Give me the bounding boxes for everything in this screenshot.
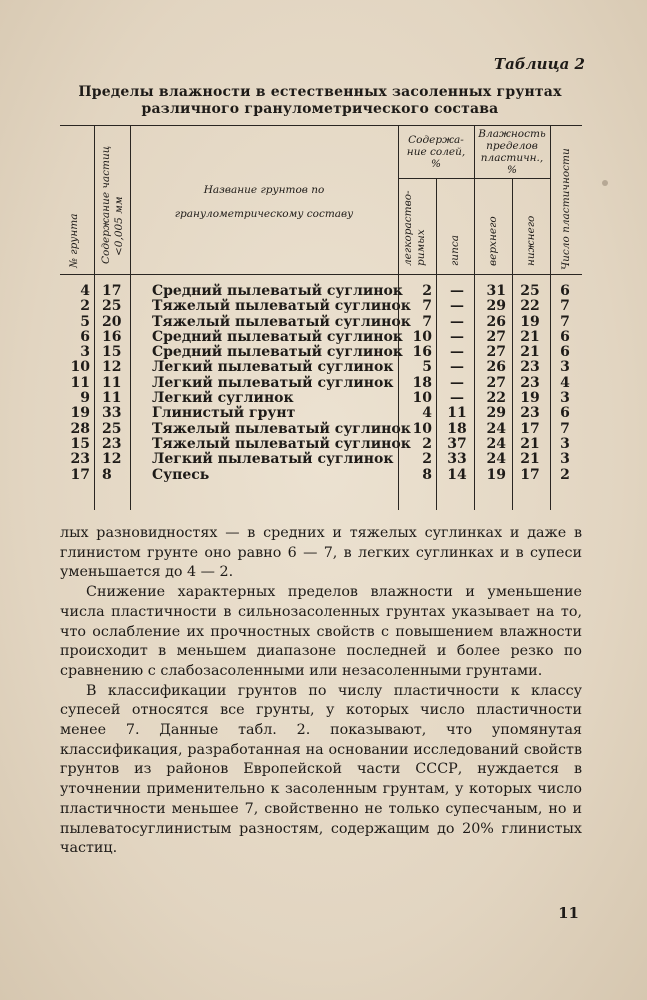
header-moisture-line-4: % <box>507 164 517 176</box>
cell-soil-name: Средний пылеватый суглинок <box>152 344 403 361</box>
cell-upper-limit: 26 <box>486 359 506 376</box>
cell-gypsum: — <box>450 298 464 315</box>
cell-particle-content: 11 <box>102 374 122 391</box>
cell-gypsum: 33 <box>447 451 467 468</box>
cell-soil-name: Тяжелый пылеватый суглинок <box>152 313 411 330</box>
cell-plasticity-index: 6 <box>560 344 570 361</box>
cell-soluble-salts: 5 <box>422 359 432 376</box>
cell-soil-number: 11 <box>70 374 90 391</box>
header-moisture-upper: верхнего <box>487 216 499 266</box>
cell-soil-number: 10 <box>70 359 90 376</box>
cell-upper-limit: 22 <box>486 390 506 407</box>
cell-plasticity-index: 2 <box>560 466 570 483</box>
cell-upper-limit: 24 <box>486 451 506 468</box>
data-table <box>60 125 582 510</box>
header-plasticity: Число пластичности <box>560 148 572 270</box>
col-divider <box>550 126 551 274</box>
header-salts-line-1: Содержа- <box>408 134 464 146</box>
header-moisture-line-2: пределов <box>486 140 538 152</box>
cell-soluble-salts: 10 <box>412 420 432 437</box>
cell-soluble-salts: 2 <box>422 283 432 299</box>
cell-upper-limit: 27 <box>486 374 506 391</box>
table-row <box>60 452 582 467</box>
cell-plasticity-index: 6 <box>560 328 570 345</box>
cell-gypsum: 14 <box>447 466 467 483</box>
cell-particle-content: 23 <box>102 435 122 452</box>
cell-plasticity-index: 7 <box>560 420 570 437</box>
cell-soil-number: 6 <box>80 328 90 345</box>
cell-gypsum: 37 <box>447 435 467 452</box>
cell-upper-limit: 24 <box>486 420 506 437</box>
cell-upper-limit: 26 <box>486 313 506 330</box>
cell-soil-number: 19 <box>70 405 90 422</box>
header-salts-line-2: ние солей, <box>406 146 466 158</box>
cell-particle-content: 20 <box>102 313 122 330</box>
col-divider <box>436 178 437 274</box>
cell-gypsum: 18 <box>447 420 467 437</box>
cell-upper-limit: 31 <box>486 283 506 299</box>
table-row <box>60 299 582 314</box>
cell-gypsum: — <box>450 328 464 345</box>
cell-soil-name: Легкий суглинок <box>152 390 294 407</box>
header-soil-number: № грунта <box>68 213 80 268</box>
table-row <box>60 468 582 483</box>
table-row <box>60 376 582 391</box>
cell-lower-limit: 21 <box>520 328 540 345</box>
paragraph-3: В классификации грунтов по числу пластичности к классу супесей относятся все грунты, у которых число пластичности менее 7. Данные табл. 2. показывают, что упомянутая классификация, разработанная на основании исследований свойств грунтов из районов Европейской части СССР, нуждается в уточнении применительно к засоленным грунтам, у которых число пластичности меньшее 7, свойственно не только супесчаным, но и пылеватосуглинистым разностям, содержащим до 20% глинистых частиц. <box>60 682 582 857</box>
cell-lower-limit: 21 <box>520 435 540 452</box>
subheader-rule <box>398 178 474 179</box>
header-salts-easy-line-2: римых <box>415 229 427 266</box>
cell-plasticity-index: 3 <box>560 451 570 468</box>
cell-upper-limit: 29 <box>486 405 506 422</box>
page-number: 11 <box>558 904 579 922</box>
cell-plasticity-index: 3 <box>560 390 570 407</box>
cell-soil-number: 15 <box>70 435 90 452</box>
cell-soil-name: Легкий пылеватый суглинок <box>152 374 394 391</box>
cell-soluble-salts: 10 <box>412 390 432 407</box>
cell-lower-limit: 23 <box>520 359 540 376</box>
cell-soil-number: 28 <box>70 420 90 437</box>
header-name-line-1: Название грунтов по <box>203 184 325 196</box>
table-row <box>60 330 582 345</box>
cell-particle-content: 12 <box>102 451 122 468</box>
cell-soil-name: Супесь <box>152 466 210 483</box>
cell-lower-limit: 17 <box>520 466 540 483</box>
table-row <box>60 391 582 406</box>
cell-upper-limit: 24 <box>486 435 506 452</box>
cell-plasticity-index: 6 <box>560 283 570 299</box>
header-salts-gypsum: гипса <box>449 235 461 266</box>
cell-gypsum: — <box>450 359 464 376</box>
table-row <box>60 360 582 375</box>
cell-particle-content: 25 <box>102 420 122 437</box>
paragraph-2: Снижение характерных пределов влажности и уменьшение числа пластичности в сильнозасоленных грунтах указывает на то, что ослабление их прочностных свойств с повышением влажности происходит в меньшем диапазоне последней и более резко по сравнению с слабозасоленными или незасоленными грунтами. <box>60 584 582 679</box>
cell-gypsum: — <box>450 283 464 299</box>
cell-soil-number: 17 <box>70 466 90 483</box>
table-row <box>60 437 582 452</box>
header-moisture-line-1: Влажность <box>478 128 546 140</box>
cell-soil-number: 23 <box>70 451 90 468</box>
cell-particle-content: 16 <box>102 328 122 345</box>
header-name-line-2: гранулометрическому составу <box>174 208 354 220</box>
cell-soil-number: 4 <box>80 283 90 299</box>
cell-lower-limit: 22 <box>520 298 540 315</box>
cell-soil-name: Тяжелый пылеватый суглинок <box>152 298 411 315</box>
cell-lower-limit: 23 <box>520 374 540 391</box>
cell-soluble-salts: 2 <box>422 435 432 452</box>
cell-particle-content: 33 <box>102 405 122 422</box>
cell-lower-limit: 17 <box>520 420 540 437</box>
cell-gypsum: — <box>450 374 464 391</box>
cell-soluble-salts: 16 <box>412 344 432 361</box>
cell-upper-limit: 19 <box>486 466 506 483</box>
table-row <box>60 315 582 330</box>
cell-gypsum: — <box>450 313 464 330</box>
cell-plasticity-index: 7 <box>560 298 570 315</box>
cell-particle-content: 25 <box>102 298 122 315</box>
cell-soil-number: 9 <box>80 390 90 407</box>
table-row <box>60 406 582 421</box>
cell-gypsum: — <box>450 390 464 407</box>
cell-plasticity-index: 3 <box>560 359 570 376</box>
cell-lower-limit: 19 <box>520 390 540 407</box>
cell-particle-content: 8 <box>102 466 112 483</box>
cell-lower-limit: 25 <box>520 283 540 299</box>
cell-particle-content: 12 <box>102 359 122 376</box>
body-text <box>60 524 582 859</box>
col-divider <box>94 126 95 274</box>
cell-soluble-salts: 7 <box>422 313 432 330</box>
header-moisture-lower: нижнего <box>525 215 537 266</box>
cell-upper-limit: 27 <box>486 328 506 345</box>
cell-soluble-salts: 18 <box>412 374 432 391</box>
cell-soluble-salts: 7 <box>422 298 432 315</box>
cell-lower-limit: 21 <box>520 344 540 361</box>
table-body <box>60 274 582 510</box>
cell-plasticity-index: 4 <box>560 374 570 391</box>
header-content-line-1: Содержание частиц <box>100 145 112 264</box>
cell-soil-name: Легкий пылеватый суглинок <box>152 451 394 468</box>
header-salts-easy-line-1: легкораство- <box>402 190 414 266</box>
cell-soluble-salts: 4 <box>422 405 432 422</box>
cell-gypsum: 11 <box>447 405 467 422</box>
cell-soil-name: Средний пылеватый суглинок <box>152 328 403 345</box>
cell-soil-name: Средний пылеватый суглинок <box>152 283 403 299</box>
paper-speck <box>602 180 608 186</box>
table-title-line-2: различного гранулометрического состава <box>141 101 499 117</box>
cell-plasticity-index: 6 <box>560 405 570 422</box>
header-moisture-line-3: пластичн., <box>480 152 544 164</box>
cell-gypsum: — <box>450 344 464 361</box>
cell-soluble-salts: 10 <box>412 328 432 345</box>
cell-soil-name: Тяжелый пылеватый суглинок <box>152 435 411 452</box>
cell-particle-content: 17 <box>102 283 122 299</box>
subheader-rule <box>474 178 550 179</box>
cell-soil-number: 5 <box>80 313 90 330</box>
col-divider <box>512 178 513 274</box>
cell-soil-name: Легкий пылеватый суглинок <box>152 359 394 376</box>
cell-plasticity-index: 7 <box>560 313 570 330</box>
table-label: Таблица 2 <box>493 55 585 73</box>
table-row <box>60 422 582 437</box>
cell-particle-content: 15 <box>102 344 122 361</box>
table-title-line-1: Пределы влажности в естественных засоленных грунтах <box>78 84 562 100</box>
table-title <box>60 84 580 118</box>
cell-soil-name: Глинистый грунт <box>152 405 296 422</box>
table-header <box>60 126 582 274</box>
header-content-line-2: <0,005 мм <box>113 196 125 256</box>
cell-soil-number: 2 <box>80 298 90 315</box>
cell-lower-limit: 23 <box>520 405 540 422</box>
col-divider <box>130 126 131 274</box>
cell-soil-number: 3 <box>80 344 90 361</box>
cell-lower-limit: 21 <box>520 451 540 468</box>
cell-soil-name: Тяжелый пылеватый суглинок <box>152 420 411 437</box>
paragraph-1: лых разновидностях — в средних и тяжелых суглинках и даже в глинистом грунте оно равно 6 — 7, в легких суглинках и в супеси уменьшается до 4 — 2. <box>60 525 582 581</box>
cell-upper-limit: 29 <box>486 298 506 315</box>
cell-lower-limit: 19 <box>520 313 540 330</box>
cell-soluble-salts: 2 <box>422 451 432 468</box>
cell-soluble-salts: 8 <box>422 466 432 483</box>
cell-plasticity-index: 3 <box>560 435 570 452</box>
table-row <box>60 284 582 299</box>
cell-particle-content: 11 <box>102 390 122 407</box>
header-salts-line-3: % <box>431 158 441 170</box>
cell-upper-limit: 27 <box>486 344 506 361</box>
